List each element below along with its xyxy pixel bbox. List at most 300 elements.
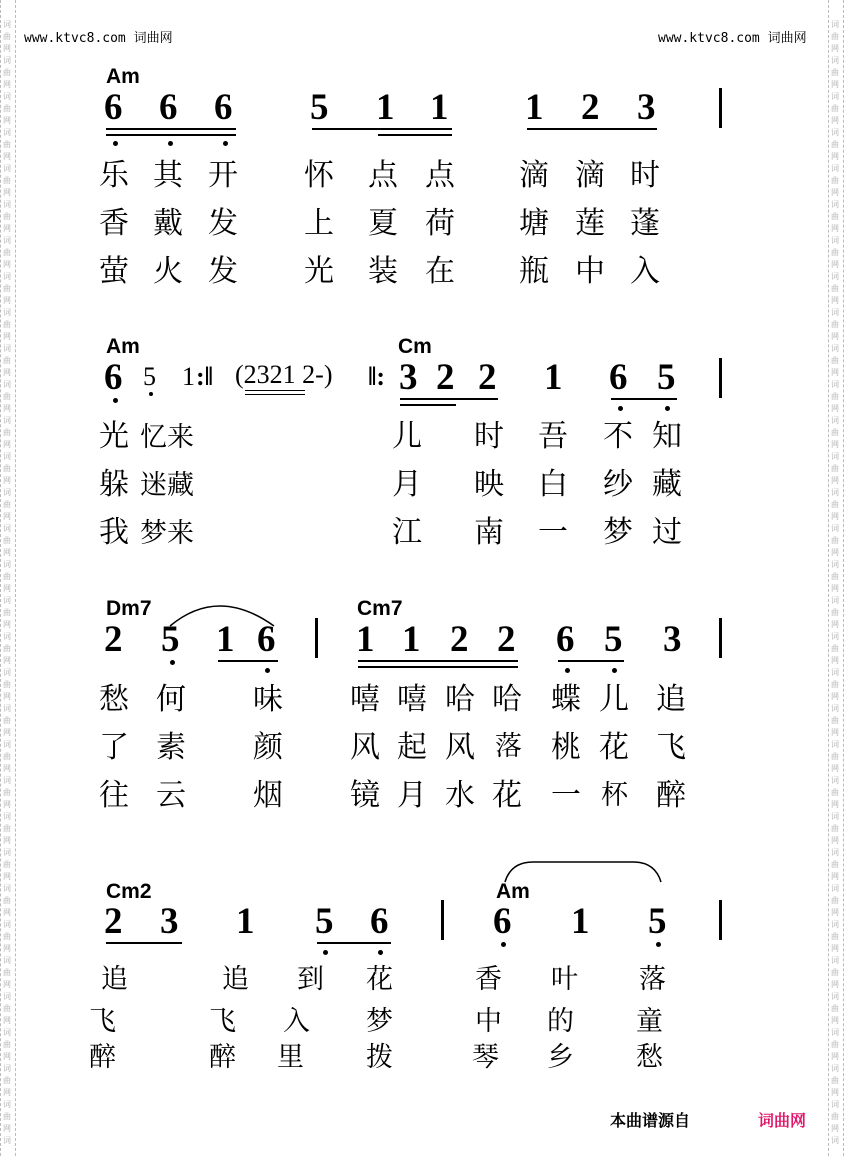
lyric: 哈 [445,682,475,717]
watermark-char: 词 [3,812,11,821]
lyric: 云 [156,778,186,813]
left-watermark-strip [0,0,16,1156]
beam [400,404,456,406]
watermark-char: 网 [3,260,11,269]
watermark-char: 网 [831,512,839,521]
watermark-char: 曲 [831,500,839,509]
lyric: 琴 [472,1042,499,1073]
note: 2 [436,357,455,398]
watermark-char: 网 [3,728,11,737]
watermark-char: 网 [3,440,11,449]
watermark-char: 词 [3,848,11,857]
watermark-char: 曲 [831,464,839,473]
lyric: 藏 [652,467,682,502]
lyric: 乡 [547,1042,574,1073]
watermark-char: 曲 [3,536,11,545]
lyric: 里 [277,1042,304,1073]
watermark-char: 曲 [831,968,839,977]
lyric: 戴 [153,206,183,241]
watermark-char: 词 [831,236,839,245]
lyric: 点 [368,158,398,193]
lyric: 追 [656,682,686,717]
watermark-char: 网 [831,692,839,701]
chord-dm7: Dm7 [106,597,152,620]
watermark-char: 词 [3,128,11,137]
lyric: 梦来 [140,518,194,549]
beam [106,128,236,130]
watermark-char: 曲 [831,248,839,257]
beam [358,666,518,668]
watermark-char: 曲 [3,644,11,653]
beam [312,128,452,130]
watermark-char: 词 [831,200,839,209]
watermark-char: 词 [3,884,11,893]
note: 1 [356,619,375,660]
watermark-char: 曲 [831,176,839,185]
lyric: 的 [547,1006,574,1037]
watermark-char: 词 [831,164,839,173]
lyric: 发 [208,254,238,289]
watermark-char: 曲 [831,788,839,797]
watermark-char: 曲 [3,320,11,329]
lyric: 其 [153,158,183,193]
lyric: 时 [474,419,504,454]
watermark-char: 词 [831,416,839,425]
lyric: 醉 [656,778,686,813]
watermark-char: 词 [3,92,11,101]
note: 6 [104,357,123,398]
low-dot [656,942,661,947]
watermark-char: 曲 [3,248,11,257]
watermark-char: 词 [831,668,839,677]
note: 5 [604,619,623,660]
watermark-char: 词 [831,272,839,281]
lyric: 风 [445,730,475,765]
watermark-char: 词 [3,1136,11,1145]
watermark-char: 网 [3,44,11,53]
watermark-char: 曲 [831,536,839,545]
watermark-char: 曲 [3,932,11,941]
lyric: 开 [208,158,238,193]
lyric: 落 [639,964,666,995]
watermark-char: 网 [3,296,11,305]
watermark-char: 网 [3,116,11,125]
beam [218,660,278,662]
watermark-char: 词 [3,488,11,497]
low-dot [665,406,670,411]
watermark-char: 曲 [831,608,839,617]
beam [378,134,452,136]
watermark-char: 网 [831,368,839,377]
watermark-char: 词 [831,884,839,893]
watermark-char: 网 [3,800,11,809]
watermark-char: 网 [3,1052,11,1061]
watermark-char: 网 [3,908,11,917]
note: 6 [214,87,233,128]
watermark-char: 词 [831,128,839,137]
lyric: 飞 [89,1006,116,1037]
watermark-char: 网 [3,404,11,413]
low-dot [323,950,328,955]
note: 2 [104,901,123,942]
watermark-char: 词 [3,992,11,1001]
lyric: 怀 [304,158,334,193]
watermark-char: 词 [831,1136,839,1145]
lyric: 醉 [89,1042,116,1073]
watermark-char: 曲 [831,392,839,401]
note: 5 [310,87,329,128]
watermark-char: 词 [3,452,11,461]
low-dot [378,950,383,955]
watermark-char: 网 [3,980,11,989]
watermark-char: 网 [831,548,839,557]
watermark-char: 词 [3,704,11,713]
note: 6 [609,357,628,398]
watermark-char: 曲 [3,212,11,221]
lyric: 叶 [551,964,578,995]
lyric: 儿 [392,419,422,454]
watermark-char: 曲 [831,1076,839,1085]
watermark-char: 曲 [3,572,11,581]
watermark-char: 曲 [831,32,839,41]
watermark-char: 网 [831,1052,839,1061]
watermark-char: 曲 [831,824,839,833]
note: 5 [161,619,180,660]
watermark-char: 网 [831,980,839,989]
site-header-left: www.ktvc8.com 词曲网 [24,31,173,46]
note: 1 [216,619,235,660]
watermark-char: 词 [831,524,839,533]
lyric: 香 [475,964,502,995]
watermark-char: 词 [3,164,11,173]
lyric: 忆来 [140,422,194,453]
watermark-char: 网 [831,872,839,881]
low-dot [618,406,623,411]
watermark-char: 曲 [3,68,11,77]
watermark-char: 词 [831,848,839,857]
watermark-char: 网 [831,944,839,953]
watermark-char: 曲 [3,680,11,689]
watermark-char: 词 [831,308,839,317]
lyric: 香 [99,206,129,241]
lyric: 夏 [368,206,398,241]
watermark-char: 词 [3,560,11,569]
watermark-char: 网 [3,620,11,629]
watermark-char: 曲 [3,392,11,401]
lyric: 往 [99,778,129,813]
watermark-char: 曲 [831,140,839,149]
lyric: 追 [101,964,128,995]
watermark-char: 词 [3,20,11,29]
low-dot [265,668,270,673]
lyric: 儿 [599,682,629,717]
watermark-char: 网 [3,1124,11,1133]
lyric: 到 [297,964,324,995]
lyric: 入 [283,1006,310,1037]
watermark-char: 曲 [3,608,11,617]
lyric: 装 [368,254,398,289]
watermark-char: 曲 [831,68,839,77]
note: 6 [257,619,276,660]
chord-cm7: Cm7 [357,597,403,620]
watermark-char: 网 [3,368,11,377]
watermark-char: 词 [831,452,839,461]
watermark-char: 词 [831,380,839,389]
lyric: 颜 [253,730,283,765]
lyric: 蝶 [551,682,581,717]
watermark-char: 网 [831,116,839,125]
watermark-char: 网 [3,584,11,593]
watermark-char: 词 [831,56,839,65]
watermark-char: 网 [3,656,11,665]
watermark-char: 词 [831,560,839,569]
note: 5 [315,901,334,942]
watermark-char: 曲 [3,752,11,761]
watermark-char: 词 [3,344,11,353]
lyric: 瓶 [519,254,549,289]
low-dot [113,398,118,403]
beam [317,942,391,944]
watermark-char: 曲 [3,356,11,365]
lyric: 杯 [601,780,628,811]
watermark-char: 曲 [3,1040,11,1049]
lyric: 入 [630,254,660,289]
watermark-char: 词 [831,776,839,785]
watermark-char: 词 [3,596,11,605]
watermark-char: 曲 [831,860,839,869]
low-dot [170,660,175,665]
lyric: 映 [474,467,504,502]
lyric: 花 [366,964,393,995]
note: 3 [399,357,418,398]
watermark-char: 网 [831,800,839,809]
watermark-char: 曲 [831,104,839,113]
lyric: 知 [652,419,682,454]
watermark-char: 词 [3,236,11,245]
watermark-char: 曲 [831,320,839,329]
small-note: 5 [143,362,156,391]
watermark-char: 词 [3,1028,11,1037]
right-watermark-strip [828,0,844,1156]
watermark-char: 曲 [3,428,11,437]
lyric: 我 [99,515,129,550]
watermark-char: 曲 [831,716,839,725]
watermark-char: 网 [3,152,11,161]
note: 3 [160,901,179,942]
watermark-char: 曲 [831,644,839,653]
watermark-char: 网 [831,152,839,161]
lyric: 光 [304,254,334,289]
lyric: 不 [603,419,633,454]
watermark-char: 曲 [831,896,839,905]
lyric: 光 [99,419,129,454]
watermark-char: 网 [831,836,839,845]
lyric: 在 [425,254,455,289]
watermark-char: 曲 [3,140,11,149]
low-dot [223,141,228,146]
watermark-char: 曲 [3,1004,11,1013]
watermark-char: 网 [3,512,11,521]
lyric: 江 [392,515,422,550]
note: 6 [104,87,123,128]
lyric: 时 [630,158,660,193]
watermark-char: 曲 [3,104,11,113]
chord-am-row4: Am [496,880,530,903]
watermark-char: 词 [831,632,839,641]
lyric: 味 [253,682,283,717]
repeat-start: ‖: [368,362,386,391]
watermark-char: 网 [3,476,11,485]
lyric: 何 [156,682,186,717]
source-label: 本曲谱源自 [610,1111,691,1130]
lyric: 中 [475,1006,502,1037]
watermark-char: 词 [3,416,11,425]
note: 3 [663,619,682,660]
watermark-char: 曲 [831,356,839,365]
watermark-char: 曲 [3,824,11,833]
watermark-char: 曲 [831,428,839,437]
chord-cm-row2: Cm [398,335,432,358]
lyric: 月 [392,467,422,502]
beam [611,398,677,400]
lyric: 童 [636,1006,663,1037]
note: 2 [497,619,516,660]
watermark-char: 曲 [3,464,11,473]
watermark-char: 词 [831,1028,839,1037]
lyric: 桃 [551,730,581,765]
lyric: 火 [153,254,183,289]
watermark-char: 词 [831,20,839,29]
low-dot [113,141,118,146]
watermark-char: 曲 [3,1076,11,1085]
lyric: 乐 [99,158,129,193]
small-note: 1 [182,362,195,391]
parenthetical-notes: (2321 2-) [235,360,333,389]
watermark-char: 网 [831,440,839,449]
watermark-char: 曲 [3,500,11,509]
watermark-char: 网 [831,224,839,233]
lyric: 躲 [99,467,129,502]
watermark-char: 曲 [831,1040,839,1049]
lyric: 萤 [99,254,129,289]
watermark-char: 网 [3,872,11,881]
watermark-char: 网 [831,260,839,269]
watermark-char: 词 [3,380,11,389]
lyric: 白 [538,467,568,502]
low-dot [149,392,153,396]
watermark-char: 词 [3,56,11,65]
note: 5 [648,901,667,942]
watermark-char: 网 [831,296,839,305]
watermark-char: 网 [3,224,11,233]
watermark-char: 网 [831,80,839,89]
lyric: 水 [445,778,475,813]
note: 1 [236,901,255,942]
watermark-char: 词 [3,524,11,533]
watermark-char: 网 [831,620,839,629]
slur [503,860,663,884]
watermark-char: 词 [3,740,11,749]
watermark-char: 曲 [3,176,11,185]
watermark-char: 曲 [831,932,839,941]
watermark-char: 网 [831,1088,839,1097]
bar-line [441,900,444,940]
watermark-char: 网 [3,332,11,341]
watermark-char: 网 [831,1016,839,1025]
watermark-char: 曲 [3,788,11,797]
lyric: 镜 [350,778,380,813]
note: 6 [370,901,389,942]
watermark-char: 曲 [831,752,839,761]
watermark-char: 词 [831,1064,839,1073]
watermark-char: 网 [3,1088,11,1097]
lyric: 迷藏 [140,470,194,501]
watermark-char: 曲 [3,32,11,41]
watermark-char: 曲 [831,1112,839,1121]
lyric: 烟 [253,778,283,813]
lyric: 起 [397,730,427,765]
lyric: 月 [397,778,427,813]
lyric: 塘 [519,206,549,241]
watermark-char: 词 [3,308,11,317]
watermark-char: 网 [831,656,839,665]
watermark-char: 曲 [831,284,839,293]
note: 3 [637,87,656,128]
watermark-char: 词 [831,920,839,929]
lyric: 飞 [656,730,686,765]
watermark-char: 词 [3,920,11,929]
watermark-char: 网 [831,44,839,53]
watermark-char: 网 [3,836,11,845]
watermark-char: 词 [831,344,839,353]
watermark-char: 网 [3,80,11,89]
watermark-char: 曲 [3,896,11,905]
watermark-char: 曲 [3,716,11,725]
lyric: 素 [156,730,186,765]
bar-line [719,900,722,940]
lyric: 花 [492,778,522,813]
low-dot [501,942,506,947]
lyric: 醉 [209,1042,236,1073]
watermark-char: 词 [831,992,839,1001]
note: 6 [159,87,178,128]
watermark-char: 网 [831,908,839,917]
watermark-char: 曲 [3,968,11,977]
bar-line [315,618,318,658]
lyric: 愁 [636,1042,663,1073]
watermark-char: 网 [3,1016,11,1025]
site-header-right: www.ktvc8.com 词曲网 [658,31,807,46]
beam [558,660,624,662]
watermark-char: 曲 [3,284,11,293]
lyric: 嘻 [350,682,380,717]
watermark-char: 词 [3,200,11,209]
bar-line [719,618,722,658]
lyric: 落 [495,731,522,762]
watermark-char: 词 [831,812,839,821]
watermark-char: 曲 [831,1004,839,1013]
note: 1 [402,619,421,660]
watermark-char: 网 [831,188,839,197]
lyric: 蓬 [630,206,660,241]
watermark-char: 词 [831,740,839,749]
note: 1 [376,87,395,128]
beam [527,128,657,130]
watermark-char: 词 [3,632,11,641]
lyric: 哈 [492,682,522,717]
lyric: 一 [551,778,581,813]
lyric: 梦 [366,1006,393,1037]
